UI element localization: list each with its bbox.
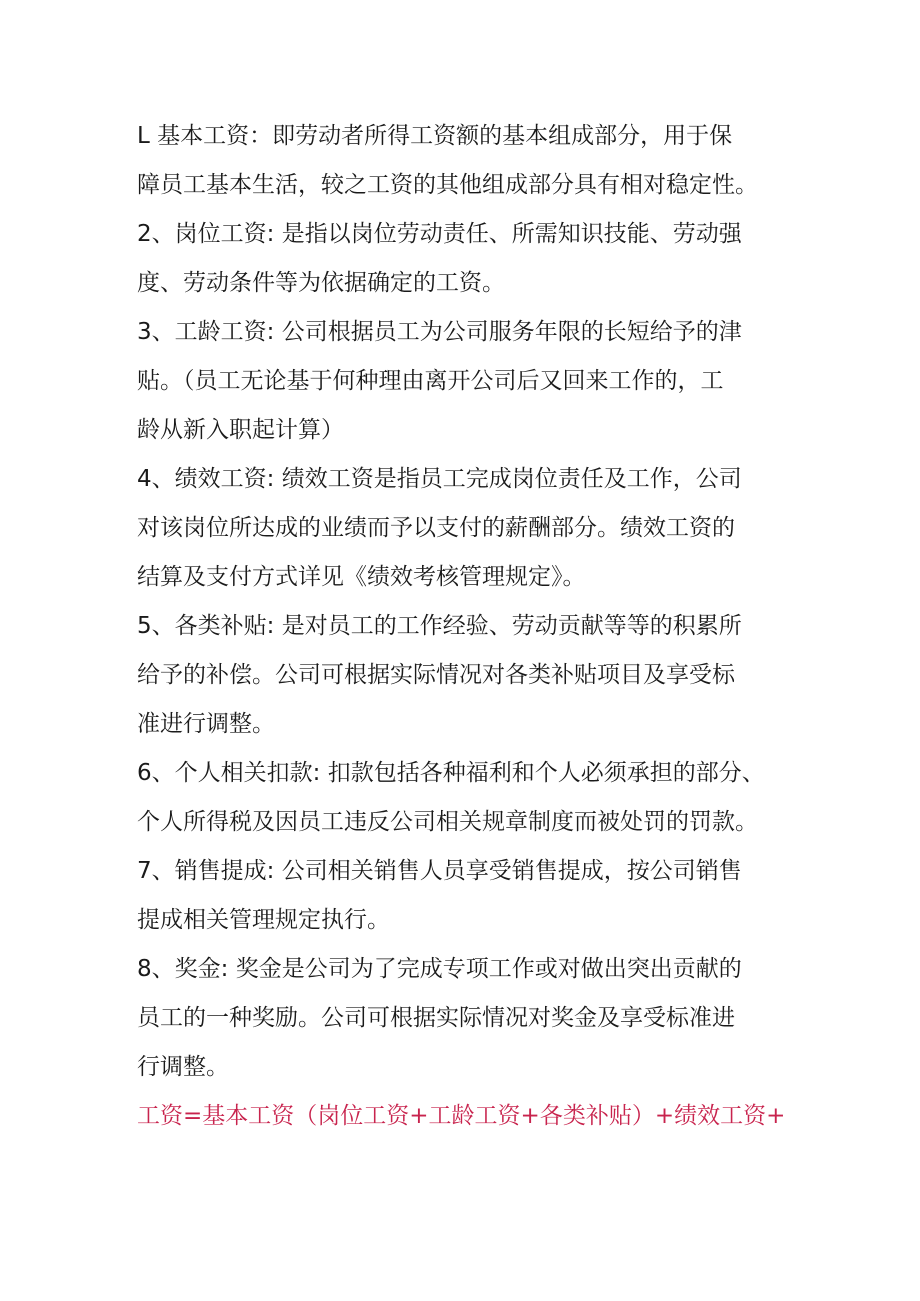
paragraph-basic-salary: L 基本工资：即劳动者所得工资额的基本组成部分，用于保 障员工基本生活，较之工资的其他组成部分具有相对稳定性。 (137, 123, 758, 198)
paragraph-seniority-salary: 3、工龄工资: 公司根据员工为公司服务年限的长短给予的津 贴。（员工无论基于何种理由离开公司后又回来工作的，工 龄从新入职起计算） (137, 319, 742, 443)
paragraph-performance-salary: 4、绩效工资: 绩效工资是指员工完成岗位责任及工作，公司 对该岗位所达成的业绩而予以支付的薪酬部分。绩效工资的 结算及支付方式详见《绩效考核管理规定》。 (137, 466, 742, 590)
paragraph-bonus: 8、奖金: 奖金是公司为了完成专项工作或对做出突出贡献的 员工的一种奖励。公司可根据实际情况对奖金及享受标准进 行调整。 (137, 956, 742, 1080)
paragraph-deductions: 6、个人相关扣款: 扣款包括各种福利和个人必须承担的部分、 个人所得税及因员工违反公司相关规章制度而被处罚的罚款。 (137, 760, 765, 835)
document-body (137, 112, 797, 1141)
paragraph-allowances: 5、各类补贴: 是对员工的工作经验、劳动贡献等等的积累所 给予的补偿。公司可根据实际情况对各类补贴项目及享受标 准进行调整。 (137, 613, 742, 737)
salary-formula: 工资=基本工资（岗位工资+工龄工资+各类补贴）+绩效工资+ (137, 1103, 786, 1129)
paragraph-sales-commission: 7、销售提成: 公司相关销售人员享受销售提成，按公司销售 提成相关管理规定执行。 (137, 858, 742, 933)
paragraph-position-salary: 2、岗位工资: 是指以岗位劳动责任、所需知识技能、劳动强 度、劳动条件等为依据确定的工资。 (137, 221, 742, 296)
